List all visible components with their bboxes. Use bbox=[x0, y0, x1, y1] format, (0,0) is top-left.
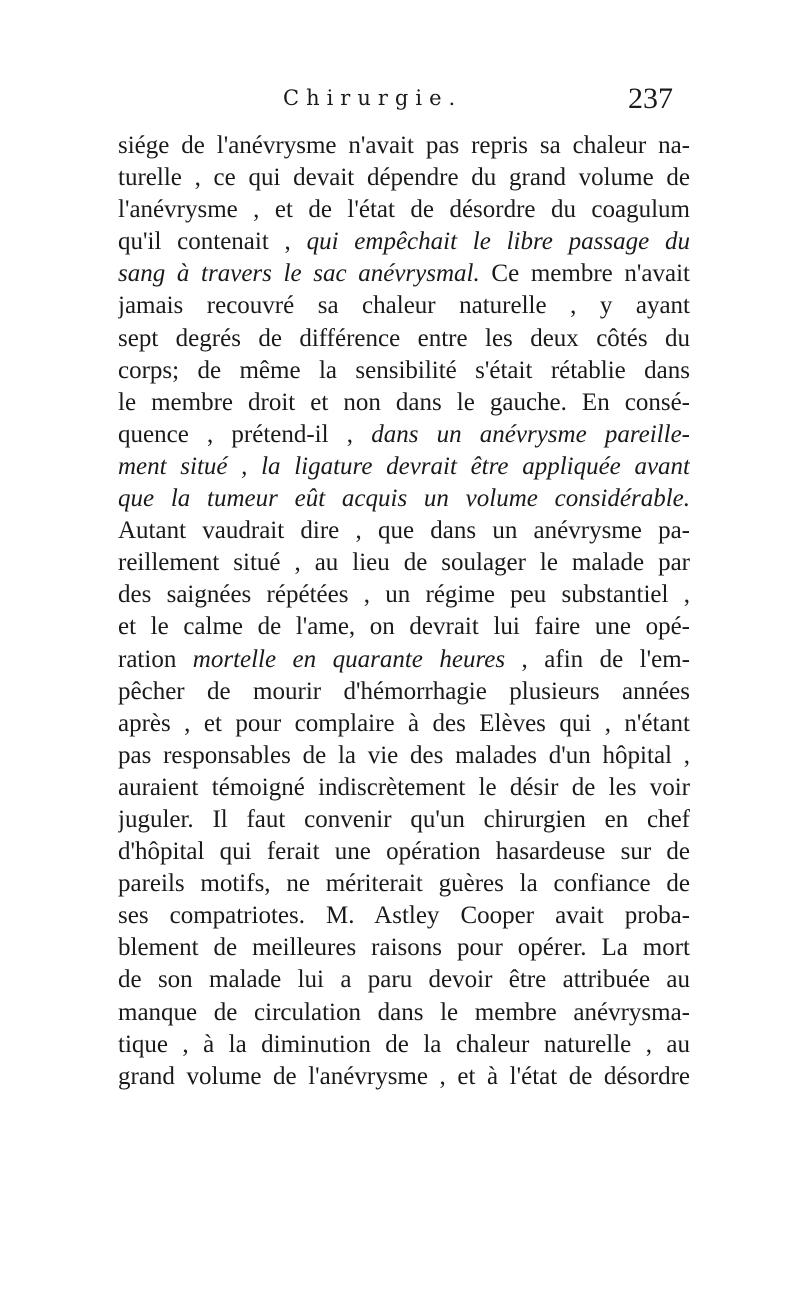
text-segment: manque de circulation dans le membre anévrysma- bbox=[118, 998, 690, 1026]
text-line bbox=[118, 323, 690, 355]
text-line bbox=[118, 451, 690, 483]
running-head-title: Chirurgie. bbox=[283, 86, 463, 110]
text-line bbox=[118, 836, 690, 868]
text-segment: des saignées répétées , un régime peu substantiel , bbox=[118, 581, 690, 609]
text-line bbox=[118, 258, 690, 290]
text-line bbox=[118, 1061, 690, 1093]
text-line bbox=[118, 579, 690, 611]
text-segment: pas responsables de la vie des malades d'un hôpital , bbox=[118, 741, 690, 769]
text-line bbox=[118, 290, 690, 322]
text-line bbox=[118, 130, 690, 162]
text-line bbox=[118, 900, 690, 932]
text-line bbox=[118, 355, 690, 387]
text-line bbox=[118, 997, 690, 1029]
italic-text-segment: ment situé , la ligature devrait être appliquée avant bbox=[118, 452, 690, 480]
text-line bbox=[118, 515, 690, 547]
text-line bbox=[118, 387, 690, 419]
text-line bbox=[118, 419, 690, 451]
text-line bbox=[118, 772, 690, 804]
text-line bbox=[118, 932, 690, 964]
text-line bbox=[118, 676, 690, 708]
text-segment: l'anévrysme , et de l'état de désordre du coagulum bbox=[118, 196, 690, 224]
text-line bbox=[118, 547, 690, 579]
text-segment: le membre droit et non dans le gauche. En consé- bbox=[118, 388, 690, 416]
text-line bbox=[118, 964, 690, 996]
text-line bbox=[118, 194, 690, 226]
text-segment: juguler. Il faut convenir qu'un chirurgien en chef bbox=[118, 805, 690, 833]
text-line bbox=[118, 708, 690, 740]
text-segment: pareils motifs, ne mériterait guères la confiance de bbox=[118, 870, 690, 898]
text-segment: ses compatriotes. M. Astley Cooper avait proba- bbox=[118, 902, 690, 930]
text-line bbox=[118, 1029, 690, 1061]
text-line bbox=[118, 804, 690, 836]
text-segment: d'hôpital qui ferait une opération hasardeuse sur de bbox=[118, 838, 690, 866]
page-number: 237 bbox=[628, 82, 673, 115]
text-segment: qu'il contenait , bbox=[118, 228, 307, 256]
text-segment: Ce membre n'avait bbox=[479, 260, 690, 288]
text-segment: et le calme de l'ame, on devrait lui faire une opé- bbox=[118, 613, 690, 641]
text-segment: sept degrés de différence entre les deux côtés du bbox=[118, 324, 690, 352]
text-segment: pêcher de mourir d'hémorrhagie plusieurs années bbox=[118, 677, 690, 705]
text-line bbox=[118, 483, 690, 515]
text-segment: tique , à la diminution de la chaleur naturelle , au bbox=[118, 1030, 690, 1058]
body-text bbox=[118, 130, 690, 1093]
text-segment: corps; de même la sensibilité s'était rétablie dans bbox=[118, 356, 690, 384]
text-segment: ration bbox=[118, 645, 193, 673]
text-segment: turelle , ce qui devait dépendre du grand volume de bbox=[118, 164, 690, 192]
italic-text-segment: sang à travers le sac anévrysmal. bbox=[118, 260, 480, 288]
text-line bbox=[118, 162, 690, 194]
italic-text-segment: mortelle en quarante heures bbox=[192, 645, 506, 673]
text-line bbox=[118, 868, 690, 900]
text-segment: blement de meilleures raisons pour opérer. La mort bbox=[118, 934, 690, 962]
text-line bbox=[118, 611, 690, 643]
text-segment: reillement situé , au lieu de soulager le malade par bbox=[118, 549, 690, 577]
italic-text-segment: dans un anévrysme pareille- bbox=[371, 420, 690, 448]
running-head bbox=[0, 80, 800, 124]
text-line bbox=[118, 740, 690, 772]
text-segment: , afin de l'em- bbox=[505, 645, 690, 673]
text-segment: quence , prétend-il , bbox=[118, 420, 372, 448]
text-segment: auraient témoigné indiscrètement le désir de les voir bbox=[118, 773, 690, 801]
italic-text-segment: que la tumeur eût acquis un volume considérable. bbox=[118, 485, 690, 513]
text-segment: après , et pour complaire à des Elèves qui , n'étant bbox=[118, 709, 690, 737]
text-line bbox=[118, 226, 690, 258]
text-line bbox=[118, 644, 690, 676]
text-segment: Autant vaudrait dire , que dans un anévrysme pa- bbox=[118, 517, 690, 545]
text-segment: jamais recouvré sa chaleur naturelle , y ayant bbox=[118, 292, 690, 320]
text-segment: grand volume de l'anévrysme , et à l'état de désordre bbox=[118, 1062, 690, 1090]
text-segment: de son malade lui a paru devoir être attribuée au bbox=[118, 966, 690, 994]
italic-text-segment: qui empêchait le libre passage du bbox=[306, 228, 690, 256]
text-segment: siége de l'anévrysme n'avait pas repris sa chaleur na- bbox=[118, 132, 690, 159]
